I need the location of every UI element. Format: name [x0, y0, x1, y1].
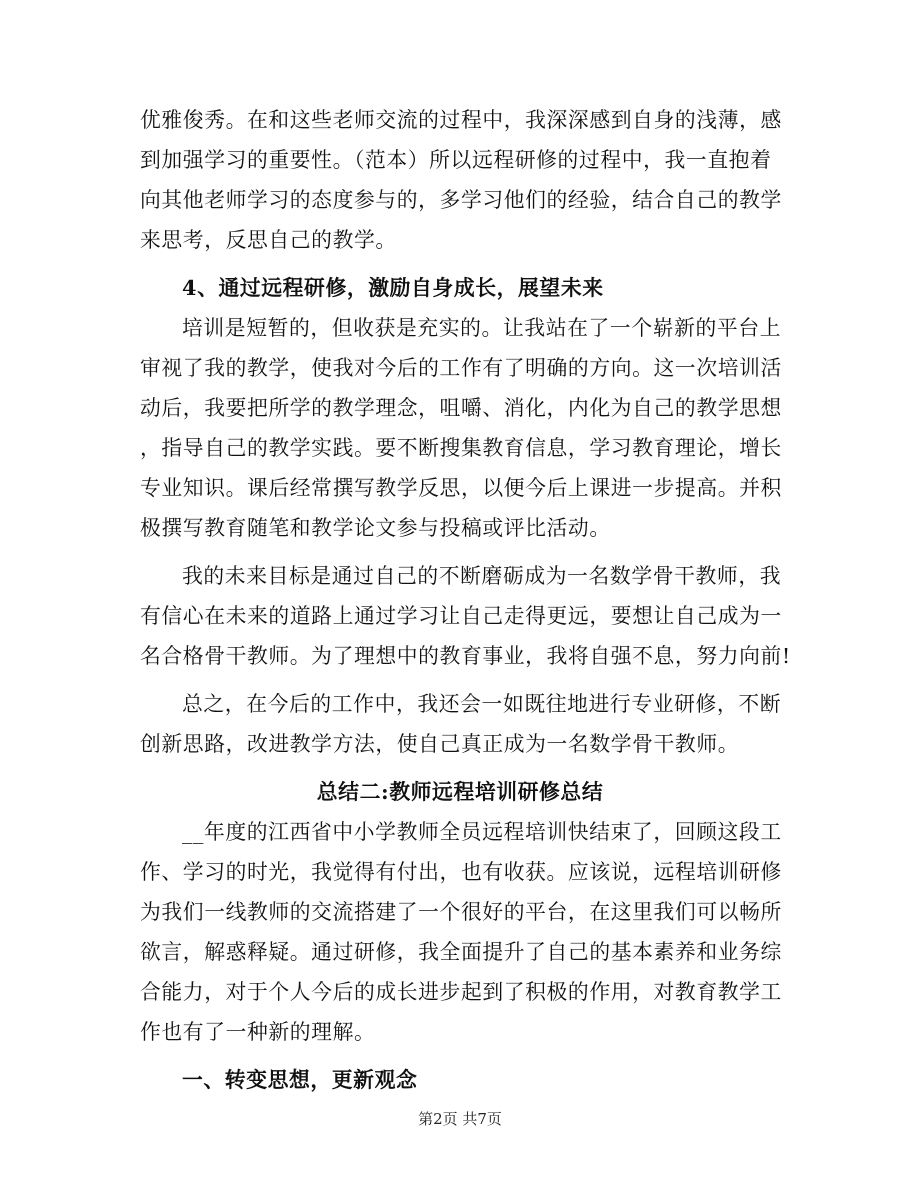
- section-heading-4: 4、通过远程研修，激励自身成长，展望未来: [182, 275, 604, 300]
- text-line: 欲言，解惑释疑。通过研修，我全面提升了自己的基本素养和业务综: [140, 940, 782, 964]
- text-line: 作、学习的时光，我觉得有付出，也有收获。应该说，远程培训研修: [140, 860, 782, 884]
- paragraph-1: [140, 100, 780, 260]
- text-line: 向其他老师学习的态度参与的，多学习他们的经验，结合自己的教学: [140, 188, 782, 212]
- text-line: 有信心在未来的道路上通过学习让自己走得更远，要想让自己成为一: [140, 604, 782, 628]
- text-line: 到加强学习的重要性。（范本）所以远程研修的过程中，我一直抱着: [140, 148, 772, 172]
- text-line: 审视了我的教学，使我对今后的工作有了明确的方向。这一次培训活: [140, 356, 782, 380]
- text-line: 优雅俊秀。在和这些老师交流的过程中，我深深感到自身的浅薄，感: [140, 108, 782, 132]
- page-number-footer: 第2页 共7页: [418, 1110, 502, 1128]
- document-body: [140, 100, 791, 1100]
- text-line: 为我们一线教师的交流搭建了一个很好的平台，在这里我们可以畅所: [140, 900, 782, 924]
- paragraph-2: [140, 308, 780, 548]
- text-line: __年度的江西省中小学教师全员远程培训快结束了，回顾这段工: [182, 820, 782, 844]
- text-line: 动后，我要把所学的教学理念，咀嚼、消化，内化为自己的教学思想: [140, 396, 782, 420]
- paragraph-4: [140, 684, 780, 764]
- text-line: 我的未来目标是通过自己的不断磨砺成为一名数学骨干教师，我: [182, 564, 782, 588]
- text-line: 名合格骨干教师。为了理想中的教育事业，我将自强不息，努力向前!: [140, 644, 791, 668]
- text-line: 来思考，反思自己的教学。: [140, 228, 397, 252]
- paragraph-3: [140, 556, 791, 676]
- text-line: 专业知识。课后经常撰写教学反思，以便今后上课进一步提高。并积: [140, 476, 782, 500]
- text-line: 合能力，对于个人今后的成长进步起到了积极的作用，对教育教学工: [140, 980, 782, 1004]
- text-line: 培训是短暂的，但收获是充实的。让我站在了一个崭新的平台上: [182, 316, 782, 340]
- paragraph-5: [140, 812, 780, 1052]
- text-line: 总之，在今后的工作中，我还会一如既往地进行专业研修，不断: [182, 692, 782, 716]
- text-line: ，指导自己的教学实践。要不断搜集教育信息，学习教育理论，增长: [140, 436, 782, 460]
- section-heading-1: 一、转变思想，更新观念: [182, 1067, 418, 1092]
- text-line: 作也有了一种新的理解。: [140, 1020, 376, 1044]
- section-title-2: 总结二:教师远程培训研修总结: [316, 779, 604, 804]
- text-line: 极撰写教育随笔和教学论文参与投稿或评比活动。: [140, 516, 611, 540]
- text-line: 创新思路，改进教学方法，使自己真正成为一名数学骨干教师。: [140, 732, 740, 756]
